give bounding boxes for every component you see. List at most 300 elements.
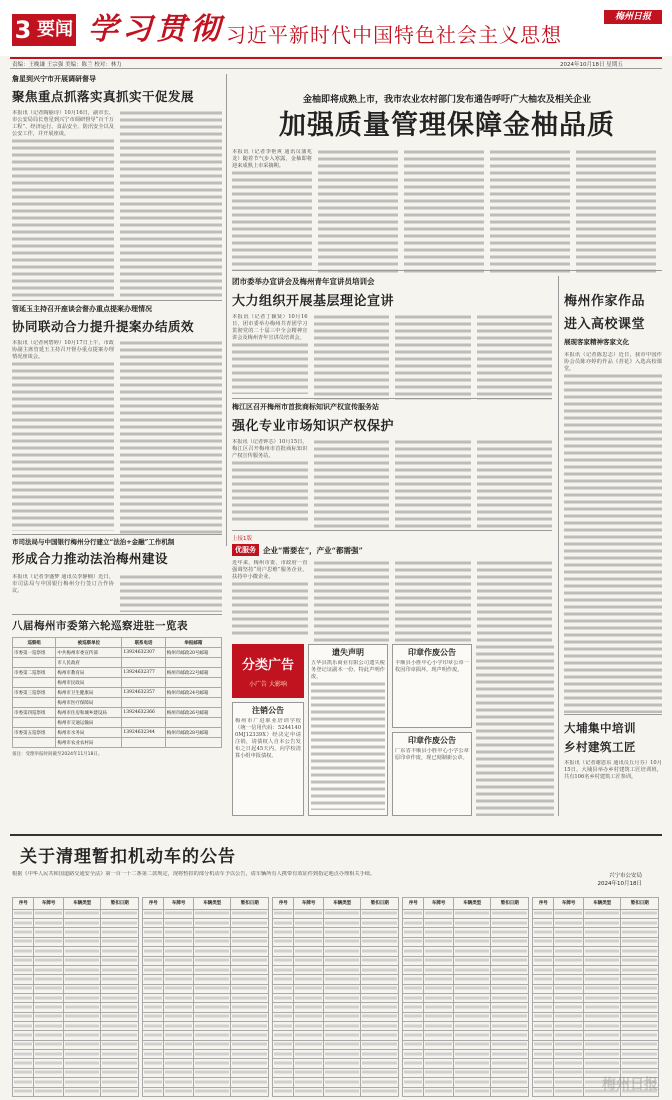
vehicle-table-cell [273,909,294,918]
vehicle-table-cell [403,984,424,993]
notice-title: 遗失声明 [332,647,364,657]
vehicle-table-cell [453,1031,491,1040]
vehicle-table-cell [361,984,399,993]
vehicle-table-cell [621,1031,659,1040]
vehicle-table-cell [273,1031,294,1040]
vehicle-table-cell [143,1022,164,1031]
vehicle-table-cell [101,993,139,1002]
vehicle-table-row [403,975,529,984]
vehicle-table-cell [554,993,583,1002]
vehicle-table-cell [424,1031,453,1040]
vehicle-table-cell [491,1003,529,1012]
vehicle-table-cell [453,975,491,984]
vehicle-table-cell [554,1068,583,1077]
vehicle-table-cell [583,1040,621,1049]
vehicle-table-cell [193,984,231,993]
vehicle-table-cell [424,909,453,918]
vehicle-table-row [403,1059,529,1068]
vehicle-table-header-row [13,898,139,910]
article-text-lines [120,110,222,300]
vehicle-table-cell [63,1087,101,1096]
vehicle-table-cell [533,1031,554,1040]
vehicle-table-cell [323,928,361,937]
vehicle-table-cell [101,1031,139,1040]
vehicle-table-cell [491,1050,529,1059]
vehicle-table-cell [361,965,399,974]
vehicle-table-cell [164,956,193,965]
article-title: 大力组织开展基层理论宣讲 [232,294,395,309]
table-cell: 梅州市邮政20号邮箱 [165,648,221,658]
vehicle-table-cell [294,1078,323,1087]
vehicle-table-cell [323,1059,361,1068]
vehicle-table-cell [273,919,294,928]
vehicle-table-cell [403,993,424,1002]
vehicle-table-cell [491,1059,529,1068]
vehicle-table-cell [193,956,231,965]
vehicle-table-cell [34,1087,63,1096]
vehicle-table-row [533,993,659,1002]
table-cell [122,718,165,728]
vehicle-table-row [13,1031,139,1040]
vehicle-table-cell [294,993,323,1002]
article-kicker: 团市委举办宣讲会及梅州青年宣讲员培训会 [232,277,375,286]
vehicle-table-cell [164,993,193,1002]
vehicle-table-cell [164,965,193,974]
vehicle-table-row [143,947,269,956]
notice-text: 广东省丰顺县小胜中心小学公章原印章作废，现已刻制新公章。 [395,748,469,761]
article-kicker: 管延玉主持召开座谈会督办重点提案办理情况 [12,304,152,313]
vehicle-table-cell [273,1003,294,1012]
table-cell [13,738,56,748]
vehicle-table-row [403,928,529,937]
vehicle-table-cell [193,919,231,928]
table-row [13,718,222,728]
vehicle-table-cell [403,1059,424,1068]
vehicle-table-row [13,947,139,956]
vehicle-table-row [13,937,139,946]
article-mid-1 [232,276,552,394]
article-text-lines [12,361,114,531]
vehicle-table-row [533,1022,659,1031]
vehicle-table-cell [34,1031,63,1040]
vehicle-table-cell [231,1087,269,1096]
vehicle-table-row [403,1087,529,1096]
vehicle-table-row [13,919,139,928]
article-left-2 [12,304,222,530]
vehicle-table-cell [453,993,491,1002]
vehicle-table-row [273,947,399,956]
vehicle-table-cell [621,937,659,946]
vehicle-table-cell [34,1022,63,1031]
vehicle-table-cell [63,947,101,956]
vehicle-table-cell [34,919,63,928]
notice-title: 注销公告 [252,705,284,715]
vehicle-table-cell [231,1068,269,1077]
vehicle-table-cell [491,928,529,937]
article-text-lines [232,342,308,394]
vehicle-table-cell [361,1022,399,1031]
masthead-rule [10,57,662,59]
table-cell: 13924632307 [122,648,165,658]
vehicle-table-row [13,1087,139,1096]
vehicle-table-cell [273,1050,294,1059]
vehicle-table-cell [273,947,294,956]
vehicle-table-cell [143,965,164,974]
vehicle-table-cell [164,1087,193,1096]
table-cell: 梅州市民政局 [56,678,122,688]
vehicle-table-cell [621,947,659,956]
vehicle-table-cell [13,993,34,1002]
vehicle-table-row [403,947,529,956]
vehicle-table-cell [491,1031,529,1040]
vehicle-table-cell [403,975,424,984]
table-header: 举报邮箱 [165,638,221,648]
vehicle-table-cell [554,1003,583,1012]
vehicle-table-cell [63,1059,101,1068]
article-body-col2 [314,560,390,642]
vehicle-table-cell [533,1012,554,1021]
vehicle-table-header: 车牌号 [424,898,453,910]
table-cell [13,698,56,708]
vehicle-table-header: 车牌号 [294,898,323,910]
vehicle-table-header: 车辆类型 [323,898,361,910]
vehicle-table-cell [403,937,424,946]
vehicle-table-header: 暂扣日期 [231,898,269,910]
vehicle-table-cell [63,928,101,937]
vehicle-table-cell [193,975,231,984]
vehicle-table-row [13,984,139,993]
article-lead: 本报讯（记者陈思志）近日，我市中国作协会员陈亦婷的作品《苔花》入选高校课堂。 [564,352,662,372]
vehicle-table-cell [294,928,323,937]
vehicle-table-cell [491,965,529,974]
article-body [564,352,662,722]
article-body-col2 [120,110,222,300]
vehicle-table-cell [13,984,34,993]
article-text-lines [395,439,471,531]
table-cell [13,678,56,688]
article-title-line2: 乡村建筑工匠 [564,740,636,754]
vehicle-table-cell [453,1012,491,1021]
vehicle-table-cell [231,1022,269,1031]
vehicle-table-cell [554,1040,583,1049]
vehicle-table-row [13,1050,139,1059]
vehicle-table-cell [101,1003,139,1012]
issue-date: 2024年10月18日 星期五 [560,62,623,68]
vehicle-table-cell [63,937,101,946]
vehicle-table-row [13,1012,139,1021]
article-text-lines [232,581,308,637]
notice-cancellation [232,702,304,816]
vehicle-table-cell [323,937,361,946]
vehicle-table-cell [554,909,583,918]
vehicle-table-cell [231,993,269,1002]
continued-badge: 上接1版 [232,536,252,542]
vehicle-table-row [273,937,399,946]
vehicle-table-cell [554,947,583,956]
vehicle-table-cell [361,1040,399,1049]
vehicle-table-cell [34,909,63,918]
vehicle-table-header: 序号 [143,898,164,910]
article-subtitle: 展现客家精神客家文化 [564,338,629,346]
table-cell: 13924632377 [122,668,165,678]
article-text-lines [120,340,222,535]
vehicle-table-row [143,984,269,993]
vehicle-table-cell [34,956,63,965]
vehicle-table-cell [143,984,164,993]
vehicle-table-cell [583,928,621,937]
article-body-col2 [314,439,390,531]
vehicle-table-cell [533,984,554,993]
vehicle-table-cell [621,993,659,1002]
vehicle-table-cell [491,984,529,993]
vehicle-table-cell [323,1022,361,1031]
vehicle-table-cell [424,947,453,956]
article-title: 协同联动合力提升提案办结质效 [12,319,195,334]
vehicle-table-cell [193,1003,231,1012]
vehicle-table-cell [193,928,231,937]
vehicle-table-row [273,1087,399,1096]
vehicle-table-cell [294,1040,323,1049]
vehicle-table-cell [403,1031,424,1040]
vehicle-table-cell [533,1078,554,1087]
article-text-lines [314,314,390,400]
vehicle-table-cell [403,1022,424,1031]
table-header: 巡察组 [13,638,56,648]
vehicle-table-cell [231,1003,269,1012]
vehicle-table-row [143,1068,269,1077]
vehicle-table-cell [453,1022,491,1031]
vehicle-table-cell [323,1003,361,1012]
vehicle-table-row [273,1040,399,1049]
bottom-rule [10,834,662,836]
vehicle-table-cell [63,993,101,1002]
table-cell: 梅州市卫生健康局 [56,688,122,698]
notice-text: 丰顺县小胜中心小学印章公章一枚因印章损坏，现声明作废。 [395,660,469,673]
article-body-col3 [395,314,471,400]
vehicle-table-cell [453,1078,491,1087]
article-body-col2 [120,574,222,612]
vehicle-table-row [533,1031,659,1040]
vehicle-table-cell [533,1022,554,1031]
notice-text-lines [311,681,385,810]
table-row [13,678,222,688]
vehicle-notice [12,840,662,1094]
vehicle-table-cell [143,1050,164,1059]
vehicle-table-cell [231,1012,269,1021]
vehicle-table-cell [143,1031,164,1040]
vehicle-table-cell [361,1050,399,1059]
vehicle-table-cell [403,1087,424,1096]
table-cell [122,738,165,748]
vehicle-table-cell [63,1012,101,1021]
divider [232,270,662,271]
vehicle-table-cell [403,956,424,965]
vehicle-table-cell [361,1068,399,1077]
article-text-lines [314,560,390,642]
vehicle-table-cell [323,993,361,1002]
notice-intro: 根据《中华人民共和国道路交通安全法》第一百一十二条第二款规定，现将暂扣的部分机动车予以公告，请车辆所有人携带有效证件到指定地点办理相关手续。 [12,871,376,877]
vehicle-table-cell [554,956,583,965]
ads-extra-column [476,644,554,816]
vehicle-table-cell [403,1078,424,1087]
vehicle-table-cell [453,965,491,974]
table-title: 八届梅州市委第六轮巡察进驻一览表 [12,620,188,632]
article-left-3-body [12,574,222,612]
topic-tag: 优服务 [232,544,259,556]
table-cell [13,658,56,668]
article-body-col3 [395,560,471,642]
vehicle-table-cell [164,937,193,946]
vehicle-table-cell [403,1068,424,1077]
credits: 责编：王晚谦 王宗强 美编：陈兰 校对：林力 [12,62,122,68]
vehicle-table-row [533,909,659,918]
vehicle-table-row [403,956,529,965]
vehicle-table-cell [143,993,164,1002]
vehicle-table-cell [583,1031,621,1040]
vehicle-table-cell [164,984,193,993]
vehicle-table-cell [273,1012,294,1021]
vehicle-table-cell [143,1087,164,1096]
vehicle-table-cell [533,947,554,956]
vehicle-table-cell [13,1022,34,1031]
divider [226,74,227,546]
vehicle-table-cell [403,919,424,928]
vehicle-table-row [533,1050,659,1059]
vehicle-table-cell [294,919,323,928]
vehicle-table-row [13,1022,139,1031]
vehicle-table-row [143,919,269,928]
vehicle-table-row [143,1087,269,1096]
vehicle-table-cell [361,975,399,984]
vehicle-table-cell [143,1012,164,1021]
article-mid-3 [232,534,552,640]
vehicle-table-row [533,1059,659,1068]
vehicle-table-cell [13,965,34,974]
table-row [13,688,222,698]
table-cell: 梅州市农业农村局 [56,738,122,748]
vehicle-table-cell [323,984,361,993]
notice-date: 2024年10月18日 [597,881,642,887]
vehicle-table-row [13,1078,139,1087]
table-header: 被巡察单位 [56,638,122,648]
vehicle-table-cell [273,1059,294,1068]
vehicle-table-cell [193,965,231,974]
vehicle-table-cell [273,956,294,965]
vehicle-table-cell [554,1059,583,1068]
table-row [13,648,222,658]
vehicle-table-row [13,1003,139,1012]
vehicle-table-cell [621,975,659,984]
vehicle-table-row [13,975,139,984]
credits-rule [10,68,662,69]
vehicle-table [12,897,139,1097]
vehicle-table-cell [583,975,621,984]
vehicle-table-cell [361,1003,399,1012]
vehicle-table-cell [533,937,554,946]
vehicle-table-cell [294,1068,323,1077]
notice-seal-1 [392,644,472,728]
vehicle-table-cell [323,1040,361,1049]
vehicle-table-cell [453,928,491,937]
vehicle-table-cell [13,1078,34,1087]
vehicle-table-cell [424,1059,453,1068]
vehicle-table-cell [193,1040,231,1049]
notice-signature: 兴宁市公安局 [608,873,642,879]
vehicle-table-row [13,1059,139,1068]
article-title: 形成合力推动法治梅州建设 [12,551,169,566]
article-kicker: 金柚即将成熟上市，我市农业农村部门发布通告呼吁广大柚农及相关企业 [302,95,591,105]
vehicle-table-cell [101,1022,139,1031]
vehicle-table-cell [273,1040,294,1049]
vehicle-table-row [143,1003,269,1012]
vehicle-table-cell [323,909,361,918]
vehicle-table-cell [491,1022,529,1031]
vehicle-table-cell [231,928,269,937]
vehicle-table-cell [101,984,139,993]
vehicle-table-cell [323,975,361,984]
vehicle-table-row [273,919,399,928]
table-cell: 市委第二巡察组 [13,668,56,678]
vehicle-table-cell [34,1012,63,1021]
article-body-col4 [477,560,553,642]
vehicle-table-row [13,909,139,918]
vehicle-table-row [143,1012,269,1021]
vehicle-table-cell [323,956,361,965]
table-cell [165,718,221,728]
article-body-col4 [477,314,553,400]
topic-tag-text: 企业“需要在”，产业“都需强” [263,545,363,555]
vehicle-table-cell [273,984,294,993]
vehicle-table-cell [621,1050,659,1059]
article-title-line2: 进入高校课堂 [564,317,646,332]
vehicle-table-header-row [143,898,269,910]
vehicle-table [142,897,269,1097]
masthead [0,0,672,56]
article-main [232,92,662,267]
vehicle-table-header: 车辆类型 [583,898,621,910]
vehicle-table-cell [164,909,193,918]
table-cell: 13924632366 [122,708,165,718]
article-body-col3 [404,149,484,273]
vehicle-table-cell [101,928,139,937]
vehicle-table-cell [621,919,659,928]
vehicle-table-cell [34,937,63,946]
vehicle-table-cell [13,1068,34,1077]
vehicle-table-cell [13,928,34,937]
vehicle-table-cell [403,1012,424,1021]
vehicle-table-row [143,1022,269,1031]
paper-logo [604,10,662,24]
vehicle-table-header: 车牌号 [164,898,193,910]
notice-lost [308,644,388,816]
vehicle-table-row [533,937,659,946]
article-text-lines [477,439,553,531]
vehicle-table-row [403,1003,529,1012]
vehicle-table-cell [361,993,399,1002]
vehicle-table-cell [63,1003,101,1012]
vehicle-table-cell [193,1050,231,1059]
vehicle-table-cell [294,1031,323,1040]
ads-header [232,644,304,698]
vehicle-table-cell [491,1087,529,1096]
vehicle-table-cell [323,1050,361,1059]
vehicle-table-cell [361,1087,399,1096]
vehicle-table-cell [361,1012,399,1021]
vehicle-table-row [533,965,659,974]
table-cell: 13924632357 [122,688,165,698]
vehicle-table-cell [164,919,193,928]
vehicle-table-cell [583,984,621,993]
